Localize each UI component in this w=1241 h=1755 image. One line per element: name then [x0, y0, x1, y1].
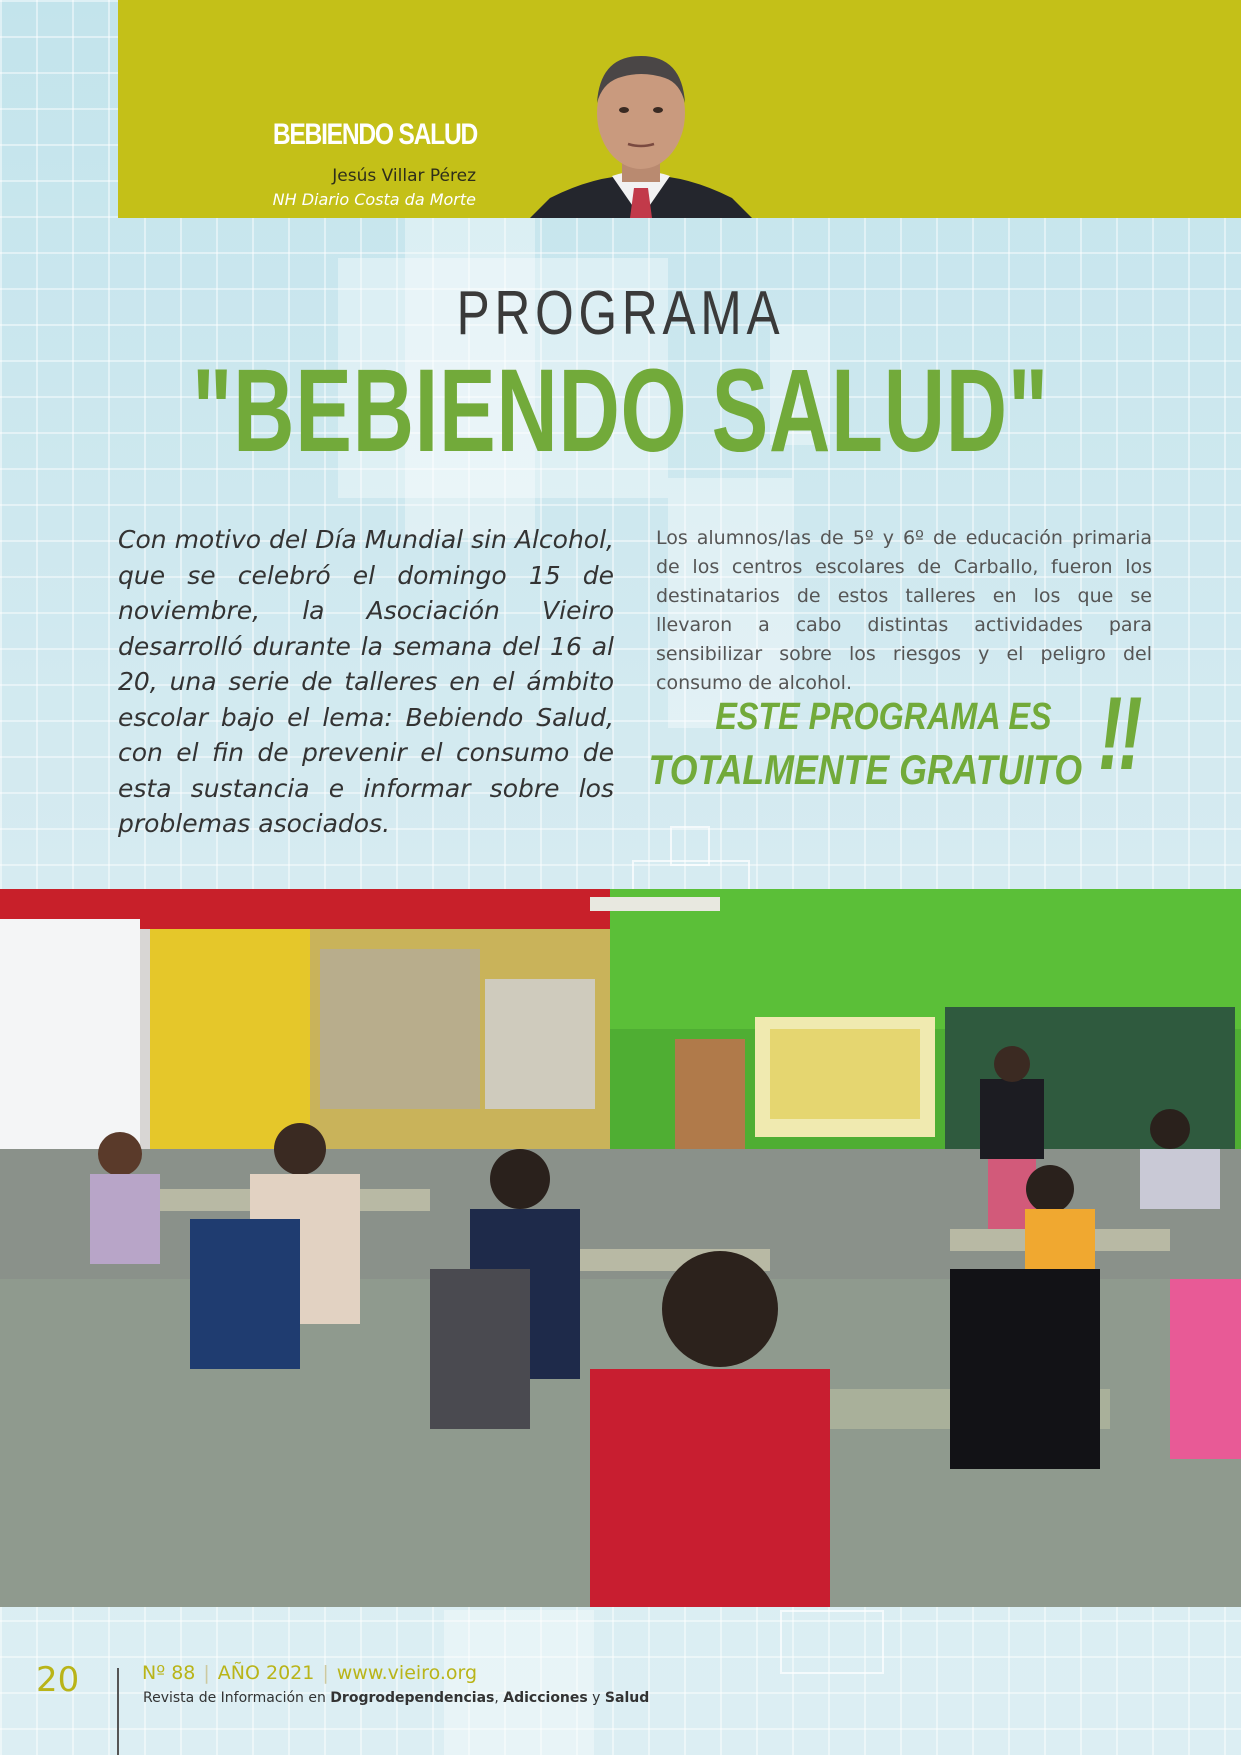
article-title: "BEBIENDO SALUD"	[192, 345, 1049, 477]
exclamation-marks: !!	[1097, 676, 1138, 792]
website-link[interactable]: www.vieiro.org	[336, 1662, 478, 1684]
page-number: 20	[36, 1660, 80, 1700]
tagline-prefix: Revista de Información en	[143, 1690, 331, 1706]
author-portrait	[530, 48, 752, 218]
issue-number: Nº 88	[142, 1662, 196, 1684]
separator: |	[322, 1662, 329, 1684]
background-cross-decoration	[632, 860, 750, 892]
tagline-adicciones: Adicciones	[503, 1690, 588, 1706]
article-body: Los alumnos/las de 5º y 6º de educación primaria de los centros escolares de Carballo, fueron los destinatarios de estos talleres en los que se llevaron a cabo distintas actividades para sensibilizar sobre los riesgos y el peligro del consumo de alcohol.	[656, 527, 1152, 694]
classroom-photo	[0, 889, 1241, 1607]
author-outlet: NH Diario Costa da Morte	[272, 190, 476, 209]
tagline-salud: Salud	[604, 1690, 650, 1706]
callout-line-1: ESTE PROGRAMA ES	[715, 696, 1052, 738]
tagline-and: y	[587, 1690, 605, 1706]
footer-divider	[117, 1668, 119, 1755]
callout-line-2: TOTALMENTE GRATUITO	[648, 746, 1082, 793]
article-kicker: PROGRAMA	[456, 279, 785, 348]
footer-meta	[142, 1662, 477, 1684]
issue-year: AÑO 2021	[217, 1662, 315, 1684]
article-lead: Con motivo del Día Mundial sin Alcohol, que se celebró el domingo 15 de noviembre, la Asociación Vieiro desarrolló durante la semana del 16 al 20, una serie de talleres en el ámbito escolar bajo el lema: Bebiendo Salud, con el fin de prevenir el consumo de esta sustancia e informar sobre los problemas asociados.	[118, 525, 614, 838]
separator: |	[203, 1662, 210, 1684]
column-title: BEBIENDO SALUD	[272, 118, 477, 151]
author-name: Jesús Villar Pérez	[332, 166, 476, 186]
free-program-callout	[640, 676, 1160, 800]
tagline-comma: ,	[494, 1690, 504, 1706]
footer-tagline	[143, 1690, 649, 1706]
tagline-drogodependencias: Drogrodependencias	[330, 1690, 495, 1706]
background-cross-decoration	[780, 1610, 884, 1674]
